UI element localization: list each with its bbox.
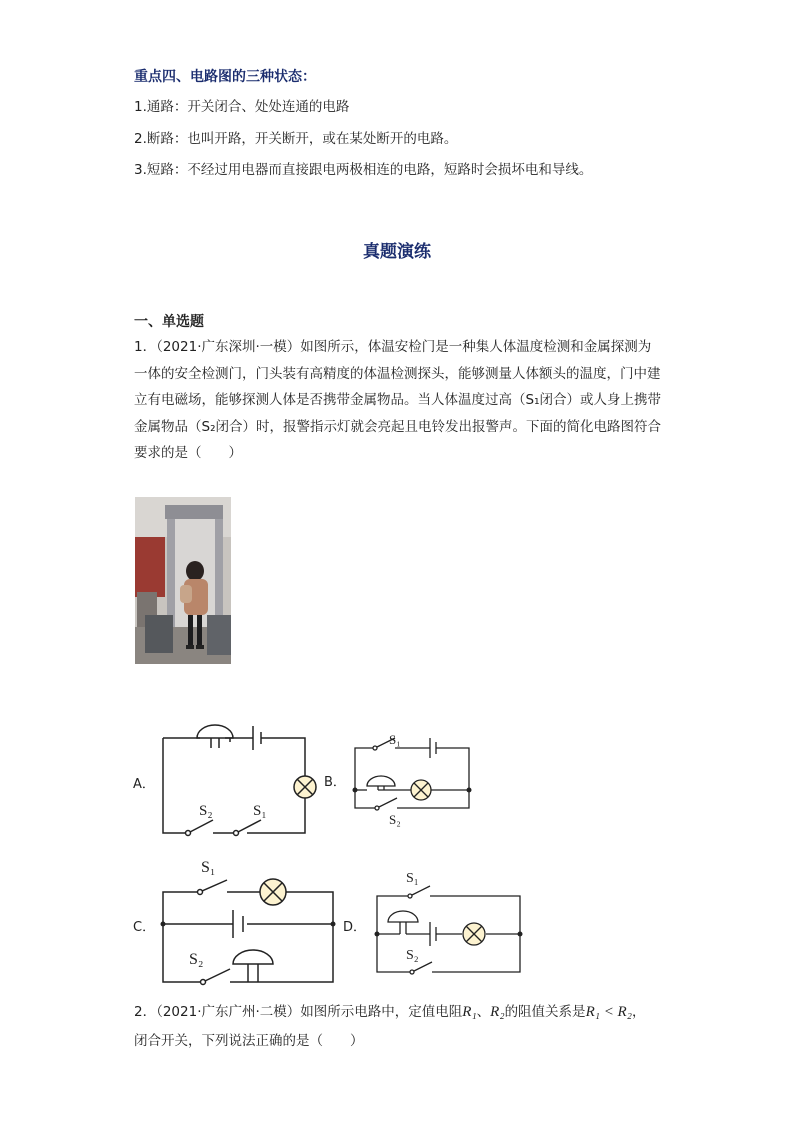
section-heading: 重点四、电路图的三种状态： — [134, 69, 316, 85]
list-item: 2.断路：也叫开路，开关断开，或在某处断开的电路。 — [134, 131, 458, 147]
option-label-c: C． — [133, 920, 156, 935]
switch-label-s1: S₁ — [406, 871, 419, 886]
security-gate-photo — [135, 497, 231, 664]
section-heading: 一、单选题 — [134, 314, 204, 330]
resistor-r1-symbol: R₁ — [462, 1004, 477, 1020]
circuit-diagram-a — [155, 712, 325, 842]
list-item: 3.短路：不经过用电器而直接跟电两极相连的电路，短路时会损坏电和导线。 — [134, 162, 593, 178]
question-text: 1．（2021·广东深圳·一模）如图所示，体温安检门是一种集人体温度检测和金属探测为一体的安全检测门，门头装有高精度的体温检测探头，能够测量人体额头的温度，门中建立有电磁场，能够探测人体是否携带金属物品。当人体温度过高（S₁闭合）或人身上携带金属物品（S₂闭合）时，报警指示灯就会亮起且电铃发出报警声。下面的简化电路图符合要求的是（ ） — [134, 339, 661, 461]
question-2-part3: ， — [631, 1004, 646, 1020]
separator: 、 — [476, 1004, 491, 1020]
list-item: 1.通路：开关闭合、处处连通的电路 — [134, 99, 350, 115]
circuit-diagram-b — [345, 728, 475, 828]
option-label-d: D． — [343, 920, 367, 935]
question-text — [134, 999, 645, 1025]
question-2-part1: 2．（2021·广东广州·二模）如图所示电路中，定值电阻 — [134, 1004, 463, 1020]
circuit-diagram-c — [155, 852, 345, 987]
switch-label-s1: S₁ — [253, 803, 267, 819]
question-2-part2: 的阻值关系是 — [504, 1004, 586, 1020]
question-text-line2: 闭合开关，下列说法正确的是（ ） — [134, 1033, 364, 1049]
resistor-r2-symbol: R₂ — [490, 1004, 505, 1020]
resistance-relation: R₁ < R₂ — [585, 1004, 632, 1020]
switch-label-s2: S₂ — [406, 948, 419, 963]
switch-label-s2: S₂ — [189, 951, 204, 968]
option-label-b: B． — [324, 775, 346, 790]
switch-label-s2: S₂ — [389, 812, 401, 827]
switch-label-s1: S₁ — [389, 732, 401, 747]
practice-title: 真题演练 — [363, 242, 431, 262]
switch-label-s1: S₁ — [201, 859, 216, 876]
switch-label-s2: S₂ — [199, 803, 213, 819]
option-label-a: A． — [133, 777, 155, 792]
circuit-diagram-d — [368, 864, 528, 978]
